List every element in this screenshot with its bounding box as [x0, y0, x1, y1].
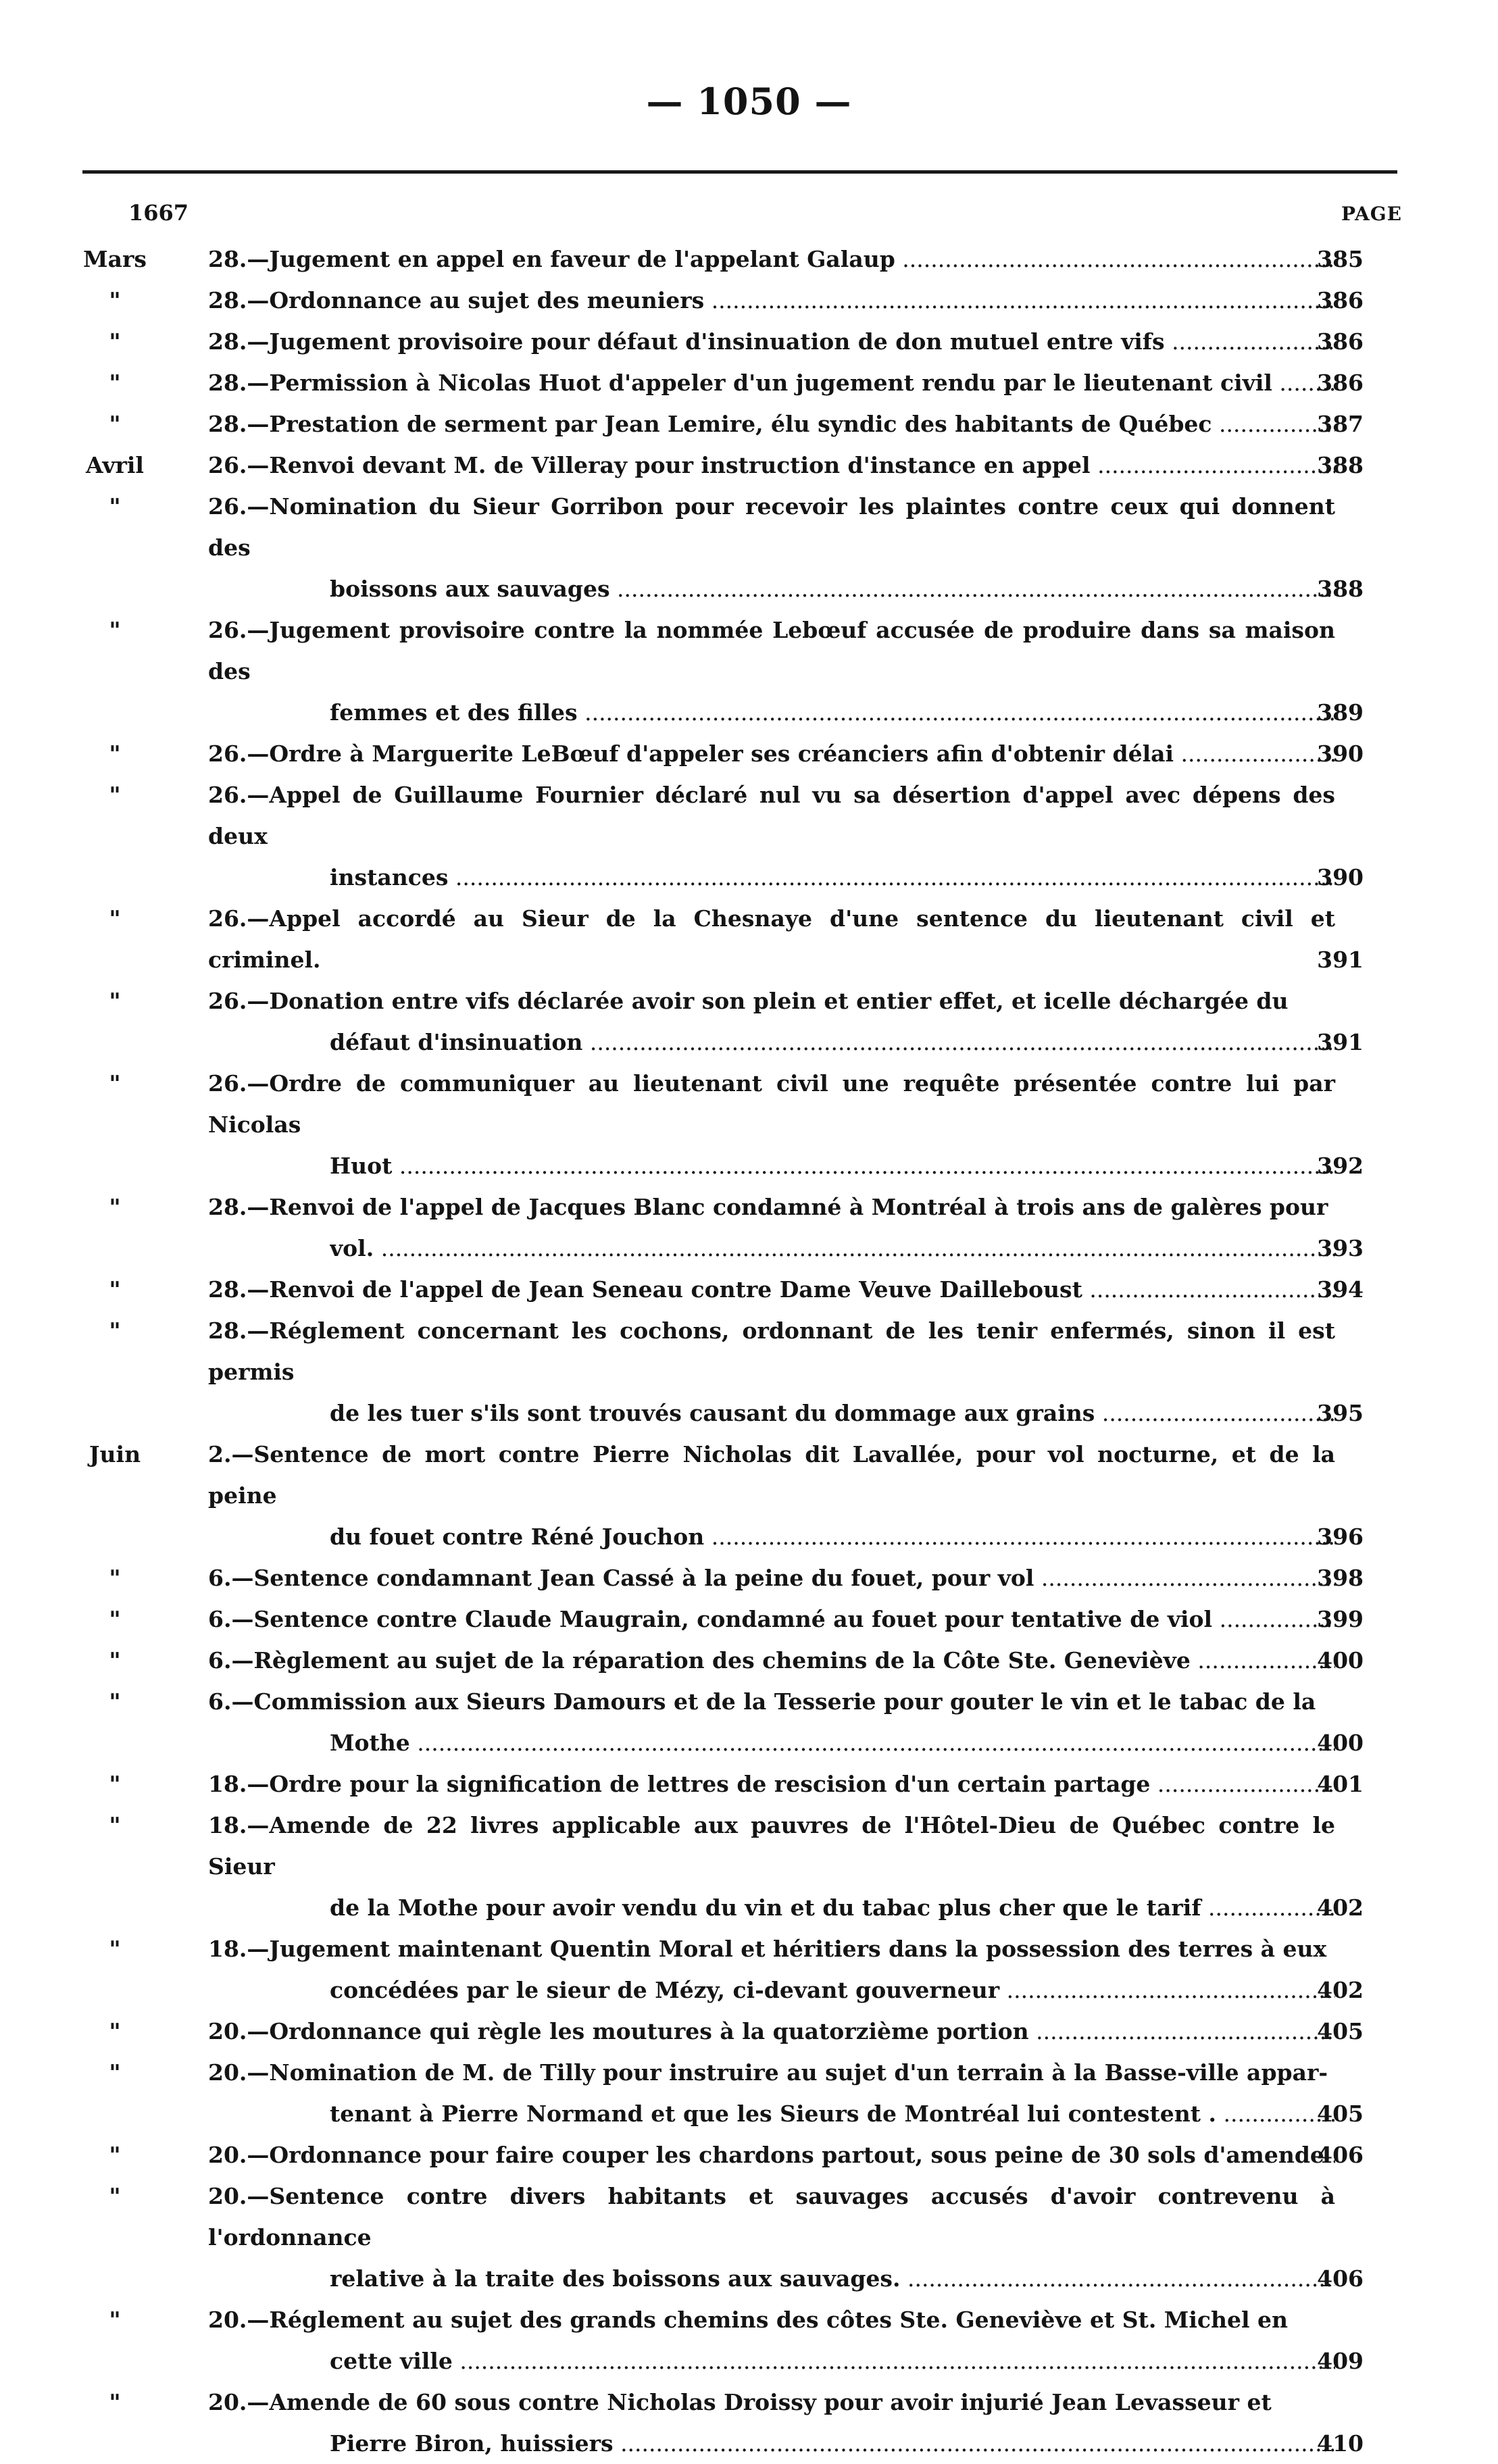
entry-month: ": [109, 287, 121, 313]
entry-text: 28.—Prestation de serment par Jean Lemire, élu syndic des habitants de Québec .....: [208, 403, 1335, 445]
entry-month: ": [109, 1194, 121, 1220]
entry-text: 28.—Renvoi de l'appel de Jacques Blanc condamné à Montréal à trois ans de galères pour: [208, 1194, 1328, 1220]
entry-text-continuation: vol. .....: [330, 1228, 1335, 1269]
entry-month: ": [109, 782, 121, 808]
entry-page-number: 395: [1317, 1400, 1364, 1426]
toc-entry: [0, 898, 1498, 980]
entry-page-number: 410: [1317, 2430, 1364, 2457]
toc-entry: [0, 774, 1498, 898]
entry-month: ": [109, 1276, 121, 1303]
entry-text: 26.—Nomination du Sieur Gorribon pour recevoir les plaintes contre ceux qui donnent des: [208, 493, 1335, 561]
entry-month: ": [109, 988, 121, 1014]
entry-page-number: 405: [1317, 2101, 1364, 2127]
entry-text: 26.—Jugement provisoire contre la nommée Lebœuf accusée de produire dans sa maison des: [208, 617, 1335, 684]
header-rule: [82, 170, 1397, 174]
page-number: — 1050 —: [646, 80, 852, 123]
entry-month: ": [109, 740, 121, 767]
toc-entry: [0, 280, 1498, 321]
entry-month: ": [109, 328, 121, 355]
toc-entry: [0, 1805, 1498, 1928]
toc-entry: [0, 980, 1498, 1063]
table-of-contents: [0, 238, 1498, 2464]
entry-page-number: 392: [1317, 1153, 1364, 1179]
toc-entry: [0, 1681, 1498, 1763]
entry-month: ": [109, 493, 121, 520]
entry-text: 26.—Renvoi devant M. de Villeray pour instruction d'instance en appel .....: [208, 445, 1335, 486]
entry-text: 6.—Commission aux Sieurs Damours et de la Tesserie pour gouter le vin et le tabac de la: [208, 1688, 1316, 1715]
entry-text: 20.—Sentence contre divers habitants et sauvages accusés d'avoir contrevenu à l'ordonnance: [208, 2183, 1335, 2251]
entry-month: Avril: [86, 452, 144, 478]
entry-text-continuation: femmes et des filles .....: [330, 692, 1335, 733]
entry-text-continuation: tenant à Pierre Normand et que les Sieurs de Montréal lui contestent . .....: [330, 2093, 1335, 2134]
entry-text: 26.—Ordre à Marguerite LeBœuf d'appeler ses créanciers afin d'obtenir délai .....: [208, 733, 1335, 774]
entry-text: 20.—Ordonnance pour faire couper les chardons partout, sous peine de 30 sols d'amende .....: [208, 2134, 1335, 2176]
entry-text-continuation: du fouet contre Réné Jouchon .....: [330, 1516, 1335, 1557]
entry-text: 18.—Amende de 22 livres applicable aux pauvres de l'Hôtel-Dieu de Québec contre le Sieur: [208, 1812, 1335, 1880]
entry-month: ": [109, 2307, 121, 2333]
entry-text: 6.—Règlement au sujet de la réparation des chemins de la Côte Ste. Geneviève .....: [208, 1640, 1335, 1681]
entry-page-number: 402: [1317, 1894, 1364, 1921]
entry-text: 20.—Ordonnance qui règle les moutures à la quatorzième portion .....: [208, 2011, 1335, 2052]
entry-page-number: 405: [1317, 2018, 1364, 2044]
toc-entry: [0, 609, 1498, 733]
entry-page-number: 388: [1317, 576, 1364, 602]
entry-text: 20.—Réglement au sujet des grands chemins des côtes Ste. Geneviève et St. Michel en: [208, 2307, 1288, 2333]
year-heading: 1667: [128, 200, 189, 226]
toc-entry: [0, 1186, 1498, 1269]
entry-text: 28.—Jugement en appel en faveur de l'appelant Galaup .....: [208, 238, 1335, 280]
entry-page-number: 396: [1317, 1524, 1364, 1550]
entry-page-number: 385: [1317, 246, 1364, 272]
toc-entry: [0, 1599, 1498, 1640]
entry-page-number: 409: [1317, 2348, 1364, 2374]
entry-text: 26.—Donation entre vifs déclarée avoir son plein et entier effet, et icelle déchargée du: [208, 988, 1289, 1014]
entry-page-number: 387: [1317, 411, 1364, 437]
entry-month: ": [109, 1688, 121, 1715]
entry-text-continuation: Huot .....: [330, 1145, 1335, 1186]
entry-page-number: 389: [1317, 699, 1364, 726]
toc-entry: [0, 1434, 1498, 1557]
entry-month: ": [109, 370, 121, 396]
entry-month: Mars: [83, 246, 147, 272]
entry-month: ": [109, 2059, 121, 2086]
entry-text-continuation: de la Mothe pour avoir vendu du vin et du tabac plus cher que le tarif .....: [330, 1887, 1335, 1928]
entry-page-number: 391: [1317, 1029, 1364, 1055]
entry-text: 6.—Sentence contre Claude Maugrain, condamné au fouet pour tentative de viol .....: [208, 1599, 1335, 1640]
toc-entry: [0, 2382, 1498, 2464]
entry-page-number: 386: [1317, 328, 1364, 355]
toc-entry: [0, 1310, 1498, 1434]
toc-entry: [0, 445, 1498, 486]
toc-entry: [0, 1640, 1498, 1681]
entry-month: ": [109, 1606, 121, 1632]
toc-entry: [0, 2176, 1498, 2299]
entry-page-number: 390: [1317, 740, 1364, 767]
toc-entry: [0, 362, 1498, 403]
entry-text: 26.—Ordre de communiquer au lieutenant civil une requête présentée contre lui par Nicolas: [208, 1070, 1335, 1138]
entry-text: 28.—Réglement concernant les cochons, ordonnant de les tenir enfermés, sinon il est permis: [208, 1317, 1335, 1385]
entry-page-number: 388: [1317, 452, 1364, 478]
entry-text: 20.—Amende de 60 sous contre Nicholas Droissy pour avoir injurié Jean Levasseur et: [208, 2389, 1272, 2415]
entry-page-number: 402: [1317, 1977, 1364, 2003]
entry-page-number: 390: [1317, 864, 1364, 890]
entry-text: 26.—Appel de Guillaume Fournier déclaré nul vu sa désertion d'appel avec dépens des deux: [208, 782, 1335, 849]
entry-page-number: 400: [1317, 1730, 1364, 1756]
entry-month: ": [109, 1812, 121, 1838]
toc-entry: [0, 238, 1498, 280]
entry-text: 2.—Sentence de mort contre Pierre Nicholas dit Lavallée, pour vol nocturne, et de la peine: [208, 1441, 1335, 1509]
entry-page-number: 398: [1317, 1565, 1364, 1591]
entry-text-continuation: boissons aux sauvages .....: [330, 568, 1335, 609]
entry-text-continuation: instances .....: [330, 857, 1335, 898]
entry-text-continuation: concédées par le sieur de Mézy, ci-devant gouverneur .....: [330, 1969, 1335, 2011]
toc-entry: [0, 733, 1498, 774]
entry-text-continuation: cette ville .....: [330, 2340, 1335, 2382]
toc-entry: [0, 2011, 1498, 2052]
toc-entry: [0, 403, 1498, 445]
entry-text-continuation: Pierre Biron, huissiers .....: [330, 2423, 1335, 2464]
entry-text-continuation: relative à la traite des boissons aux sauvages. .....: [330, 2258, 1335, 2299]
entry-text-continuation: défaut d'insinuation .....: [330, 1022, 1335, 1063]
entry-page-number: 399: [1317, 1606, 1364, 1632]
entry-text: 28.—Permission à Nicolas Huot d'appeler d'un jugement rendu par le lieutenant civil .....: [208, 362, 1335, 403]
entry-month: ": [109, 2183, 121, 2209]
entry-text: 26.—Appel accordé au Sieur de la Chesnaye d'une sentence du lieutenant civil et criminel.: [208, 905, 1335, 973]
entry-page-number: 386: [1317, 370, 1364, 396]
entry-text: 28.—Jugement provisoire pour défaut d'insinuation de don mutuel entre vifs .....: [208, 321, 1335, 362]
entry-text: 28.—Ordonnance au sujet des meuniers .....: [208, 280, 1335, 321]
entry-month: ": [109, 2018, 121, 2044]
toc-entry: [0, 2134, 1498, 2176]
entry-month: Juin: [89, 1441, 141, 1467]
entry-month: ": [109, 617, 121, 643]
entry-page-number: 386: [1317, 287, 1364, 313]
entry-text: 18.—Ordre pour la signification de lettres de rescision d'un certain partage .....: [208, 1763, 1335, 1805]
entry-text: 18.—Jugement maintenant Quentin Moral et héritiers dans la possession des terres à eux: [208, 1936, 1327, 1962]
toc-entry: [0, 1928, 1498, 2011]
entry-text: 28.—Renvoi de l'appel de Jean Seneau contre Dame Veuve Dailleboust .....: [208, 1269, 1335, 1310]
entry-month: ": [109, 1771, 121, 1797]
entry-page-number: 406: [1317, 2265, 1364, 2292]
entry-month: ": [109, 1565, 121, 1591]
entry-page-number: 401: [1317, 1771, 1364, 1797]
entry-text: 20.—Nomination de M. de Tilly pour instruire au sujet d'un terrain à la Basse-ville appar-: [208, 2059, 1328, 2086]
entry-page-number: 394: [1317, 1276, 1364, 1303]
entry-page-number: 400: [1317, 1647, 1364, 1674]
toc-entry: [0, 2299, 1498, 2382]
entry-month: ": [109, 1936, 121, 1962]
toc-entry: [0, 321, 1498, 362]
toc-entry: [0, 1063, 1498, 1186]
toc-entry: [0, 486, 1498, 609]
entry-month: ": [109, 2142, 121, 2168]
entry-month: ": [109, 1647, 121, 1674]
toc-entry: [0, 1557, 1498, 1599]
toc-entry: [0, 2052, 1498, 2134]
toc-entry: [0, 1763, 1498, 1805]
entry-month: ": [109, 2389, 121, 2415]
entry-text: 6.—Sentence condamnant Jean Cassé à la peine du fouet, pour vol .....: [208, 1557, 1335, 1599]
entry-text-continuation: de les tuer s'ils sont trouvés causant du dommage aux grains .....: [330, 1392, 1335, 1434]
toc-entry: [0, 1269, 1498, 1310]
entry-month: ": [109, 1070, 121, 1097]
entry-month: ": [109, 411, 121, 437]
page-column-header: PAGE: [1341, 203, 1402, 225]
entry-month: ": [109, 905, 121, 932]
entry-month: ": [109, 1317, 121, 1344]
entry-page-number: 393: [1317, 1235, 1364, 1261]
entry-page-number: 406: [1317, 2142, 1364, 2168]
entry-page-number: 391: [1317, 947, 1364, 973]
entry-text-continuation: Mothe .....: [330, 1722, 1335, 1763]
